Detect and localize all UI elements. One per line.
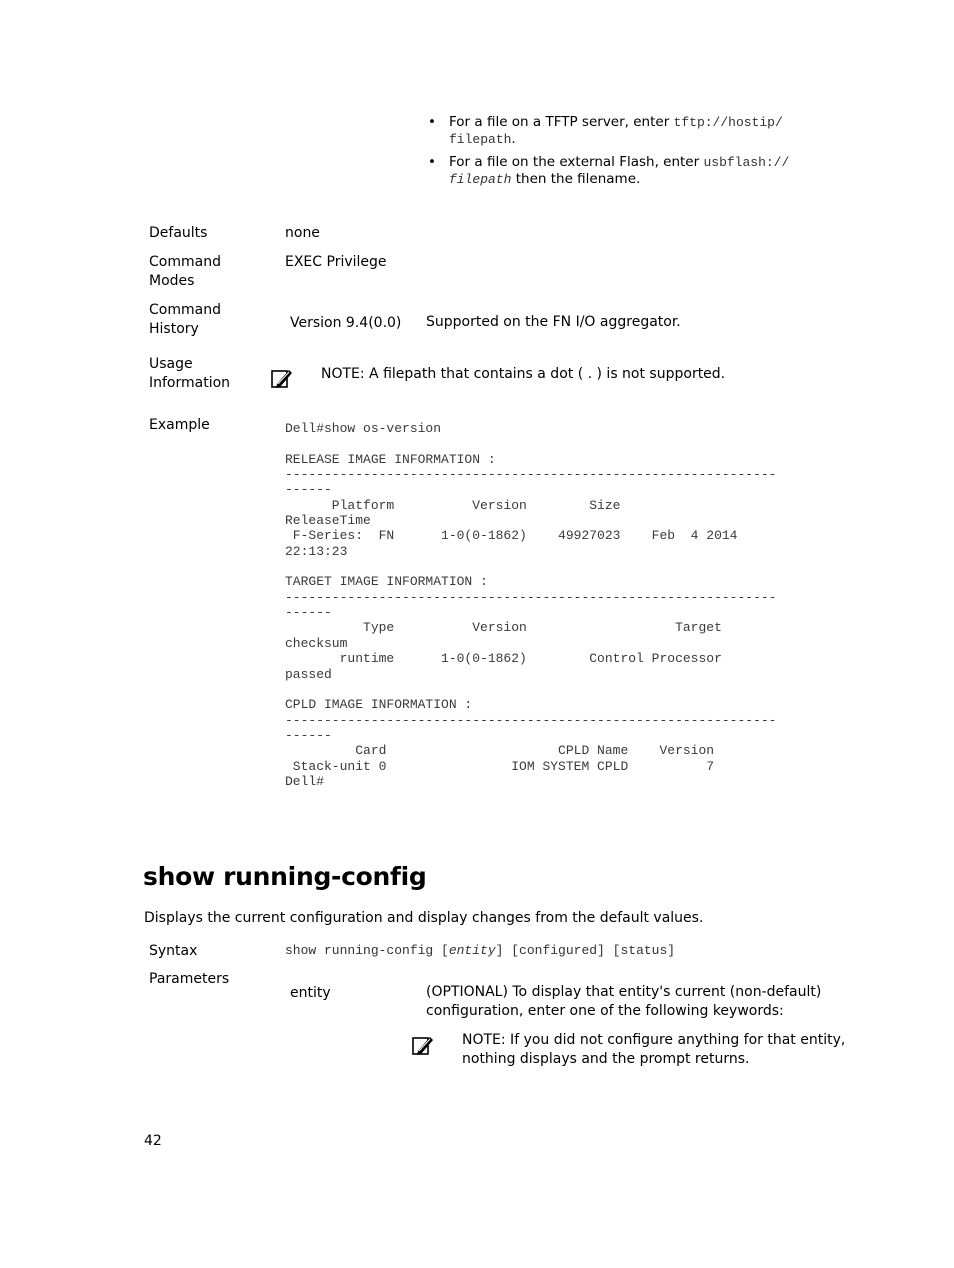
syntax-command: show running-config [entity] [configured] [status] (285, 943, 676, 958)
bullet-icon: • (428, 154, 436, 170)
history-description: Supported on the FN I/O aggregator. (426, 314, 681, 330)
command-modes-value: EXEC Privilege (285, 254, 387, 270)
syntax-label: Syntax (149, 943, 198, 959)
usage-note: NOTE: A filepath that contains a dot ( . ) is not supported. (321, 366, 726, 382)
bullet-list (428, 114, 808, 194)
bullet-icon: • (428, 114, 436, 130)
note-pencil-icon (271, 367, 293, 389)
parameter-note: NOTE: If you did not configure anything for that entity, nothing displays and the prompt returns. (462, 1032, 846, 1067)
example-label: Example (149, 417, 210, 433)
parameter-description: (OPTIONAL) To display that entity's current (non-default) configuration, enter one of the following keywords: (426, 984, 822, 1019)
list-item: • For a file on a TFTP server, enter tftp://hostip/ filepath. (428, 114, 783, 147)
defaults-label: Defaults (149, 225, 208, 241)
example-code-block: Dell#show os-version RELEASE IMAGE INFORMATION : --------------------------------------------------------------- ------ Platform Version Size ReleaseTime F-Series: FN 1-0(0-1862) 49927023 Feb 4 2014 22:13:23 TARGET IMAGE INFORMATION : --------------------------------------------------------------- ------ Type Version Target checksum runtime 1-0(0-1862) Control Processor passed CPLD IMAGE INFORMATION : --------------------------------------------------------------- ------ Card CPLD Name Version Stack-unit 0 IOM SYSTEM CPLD 7 Dell# (285, 421, 777, 789)
note-pencil-icon (412, 1034, 434, 1056)
list-item: • For a file on the external Flash, enter usbflash:// filepath then the filename. (428, 154, 790, 187)
parameter-name: entity (290, 985, 331, 1001)
defaults-value: none (285, 225, 320, 241)
parameters-label: Parameters (149, 971, 230, 987)
section-title: show running-config (143, 862, 427, 891)
history-version: Version 9.4(0.0) (290, 315, 402, 331)
command-history-label: Command History (149, 302, 221, 337)
page-number: 42 (144, 1133, 162, 1149)
command-modes-label: Command Modes (149, 254, 221, 289)
section-description: Displays the current configuration and display changes from the default values. (144, 910, 704, 926)
usage-information-label: Usage Information (149, 356, 231, 391)
